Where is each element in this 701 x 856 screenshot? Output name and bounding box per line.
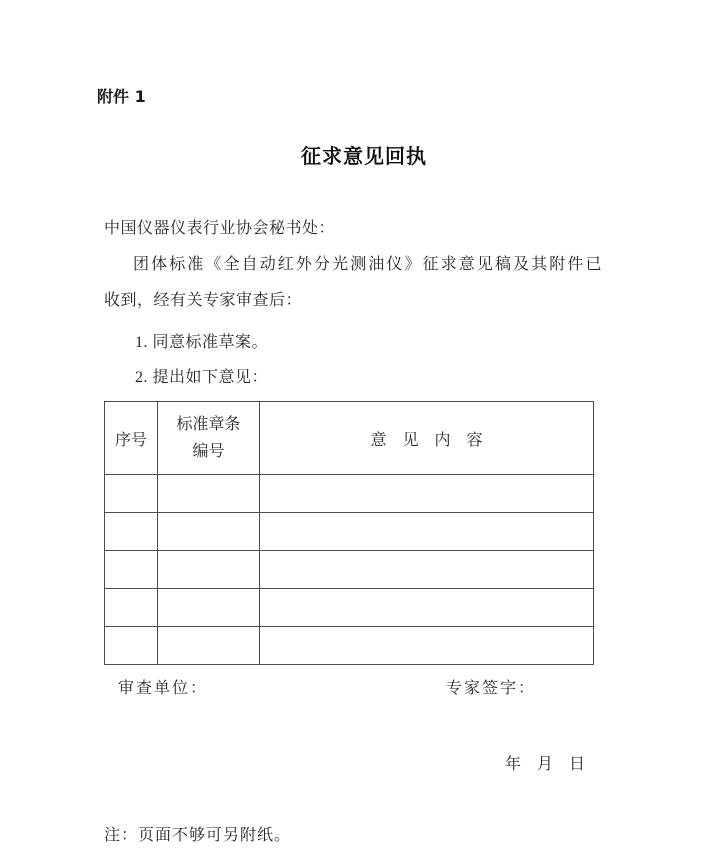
attachment-label: 附件 1 — [97, 87, 146, 106]
table-row — [105, 589, 594, 627]
table-cell-empty — [105, 627, 158, 665]
column-header-clause-number — [158, 402, 260, 475]
table-cell-empty — [158, 627, 260, 665]
review-unit-label: 审查单位： — [118, 680, 209, 697]
table-row — [105, 627, 594, 665]
table-header-row — [105, 402, 594, 475]
table-cell-empty — [260, 475, 594, 513]
document-title: 征求意见回执 — [301, 144, 427, 168]
list-item-comments: 2. 提出如下意见： — [135, 369, 269, 386]
table-cell-empty — [158, 513, 260, 551]
table-cell-empty — [260, 589, 594, 627]
column-header-clause-line1: 标准章条 — [176, 415, 241, 433]
comment-table-body — [105, 475, 594, 665]
column-header-clause-line2: 编号 — [192, 443, 225, 460]
table-cell-empty — [158, 589, 260, 627]
table-cell-empty — [105, 475, 158, 513]
expert-signature-label: 专家签字： — [446, 680, 537, 697]
table-row — [105, 513, 594, 551]
salutation-line: 中国仪器仪表行业协会秘书处： — [104, 220, 336, 237]
table-cell-empty — [158, 475, 260, 513]
table-cell-empty — [105, 513, 158, 551]
table-cell-empty — [260, 513, 594, 551]
table-cell-empty — [260, 551, 594, 589]
list-item-agree: 1. 同意标准草案。 — [135, 334, 269, 351]
table-row — [105, 551, 594, 589]
body-paragraph-line-1: 团体标准《全自动红外分光测油仪》征求意见稿及其附件已 — [133, 256, 602, 273]
table-row — [105, 475, 594, 513]
table-cell-empty — [158, 551, 260, 589]
comments-table — [104, 401, 594, 665]
column-header-comment-content: 意 见 内 容 — [260, 402, 594, 475]
table-cell-empty — [260, 627, 594, 665]
column-header-index: 序号 — [105, 402, 158, 475]
date-line: 年 月 日 — [504, 756, 585, 773]
table-cell-empty — [105, 551, 158, 589]
footnote: 注：页面不够可另附纸。 — [104, 827, 292, 844]
table-cell-empty — [105, 589, 158, 627]
body-paragraph-line-2: 收到，经有关专家审查后： — [104, 292, 303, 309]
